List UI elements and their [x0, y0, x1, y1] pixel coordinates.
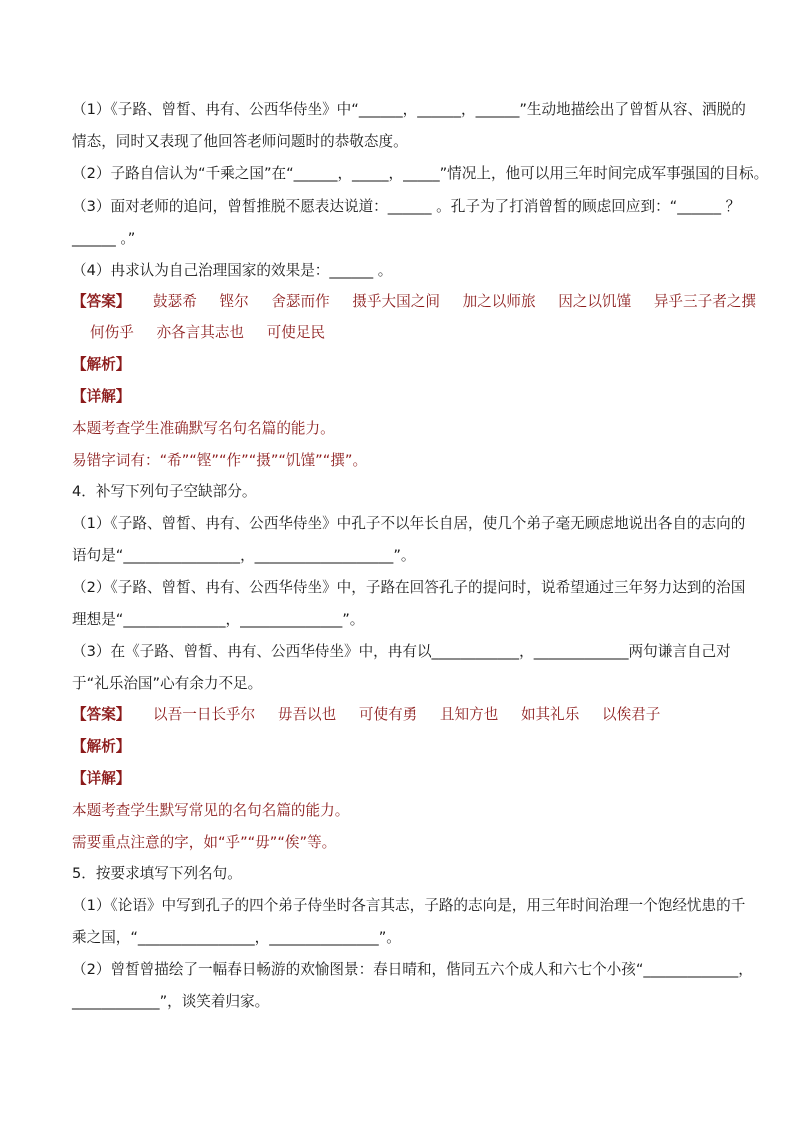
q3-1-line1: （1）《子路、曾皙、冉有、公西华侍坐》中“______，______，______”生动地描绘出了曾皙从容、洒脱的	[72, 101, 746, 118]
answer-item: 且知方也	[439, 706, 499, 723]
answer-item: 以吾一日长乎尔	[153, 706, 256, 723]
explanation-line: 易错字词有：“希”“铿”“作”“摄”“饥馑”“撰”。	[72, 452, 368, 469]
q4-2-line2: 理想是“______________，______________”。	[72, 611, 365, 628]
q4-1-line1: （1）《子路、曾皙、冉有、公西华侍坐》中孔子不以年长自居，使几个弟子毫无顾虑地说出各自的志向的	[72, 515, 746, 532]
q5-1-line1: （1）《论语》中写到孔子的四个弟子侍坐时各言其志，子路的志向是，用三年时间治理一个饱经忧患的千	[72, 897, 746, 914]
explanation-line: 本题考查学生准确默写名句名篇的能力。	[72, 420, 335, 437]
q3-4-line: （4）冉求认为自己治理国家的效果是：______ 。	[72, 262, 393, 279]
answer-item: 可使足民	[266, 324, 326, 341]
answer-item: 因之以饥馑	[558, 293, 632, 310]
explanation-line: 本题考查学生默写常见的名句名篇的能力。	[72, 802, 350, 819]
analysis-tag: 【解析】	[72, 738, 131, 755]
answer-item: 摄乎大国之间	[352, 293, 440, 310]
answer-item: 如其礼乐	[520, 706, 580, 723]
answer-item: 以俟君子	[601, 706, 661, 723]
q4-2-line1: （2）《子路、曾皙、冉有、公西华侍坐》中，子路在回答孔子的提问时，说希望通过三年努力达到的治国	[72, 579, 746, 596]
q3-3-line2: ______ 。”	[72, 230, 136, 247]
detail-tag: 【详解】	[72, 770, 131, 787]
q5-2-line1: （2）曾皙曾描绘了一幅春日畅游的欢愉图景：春日晴和，偕同五六个成人和六七个小孩“_____________，	[72, 961, 753, 978]
answer-item: 铿尔	[219, 293, 249, 310]
answer-item: 加之以师旅	[462, 293, 536, 310]
q4-3-line2: 于“礼乐治国”心有余力不足。	[72, 675, 263, 692]
answer-item: 毋吾以也	[277, 706, 337, 723]
q3-2-line: （2）子路自信认为“千乘之国”在“______，_____，_____”情况上，他可以用三年时间完成军事强国的目标。	[72, 165, 769, 182]
answer-item: 何伤乎	[90, 324, 134, 341]
q5-1-line2: 乘之国，“________________，_______________”。	[72, 929, 401, 946]
q3-3-line1: （3）面对老师的追问，曾皙推脱不愿表达说道：______ 。孔子为了打消曾皙的顾虑回应到：“______ ？	[72, 198, 741, 215]
q3-1-line2: 情态，同时又表现了他回答老师问题时的恭敬态度。	[72, 133, 408, 150]
q5-2-line2: ____________”，谈笑着归家。	[72, 993, 270, 1010]
answer-row	[72, 705, 728, 725]
answer-tag: 【答案】	[72, 706, 131, 723]
question-5-heading: 5．按要求填写下列名句。	[72, 865, 242, 882]
q4-1-line2: 语句是“________________，___________________”。	[72, 547, 416, 564]
q4-3-line1: （3）在《子路、曾皙、冉有、公西华侍坐》中，冉有以____________，_____________两句谦言自己对	[72, 643, 731, 660]
answer-row-2	[90, 323, 728, 343]
answer-tag: 【答案】	[72, 293, 131, 310]
analysis-tag: 【解析】	[72, 356, 131, 373]
answer-item: 可使有勇	[358, 706, 418, 723]
question-4-heading: 4．补写下列句子空缺部分。	[72, 483, 257, 500]
answer-item: 舍瑟而作	[271, 293, 330, 310]
answer-item: 鼓瑟希	[153, 293, 197, 310]
answer-item: 异乎三子者之撰	[653, 293, 756, 310]
explanation-line: 需要重点注意的字，如“乎”“毋”“俟”等。	[72, 834, 337, 851]
detail-tag: 【详解】	[72, 388, 131, 405]
answer-row-1	[72, 292, 756, 312]
answer-item: 亦各言其志也	[156, 324, 245, 341]
